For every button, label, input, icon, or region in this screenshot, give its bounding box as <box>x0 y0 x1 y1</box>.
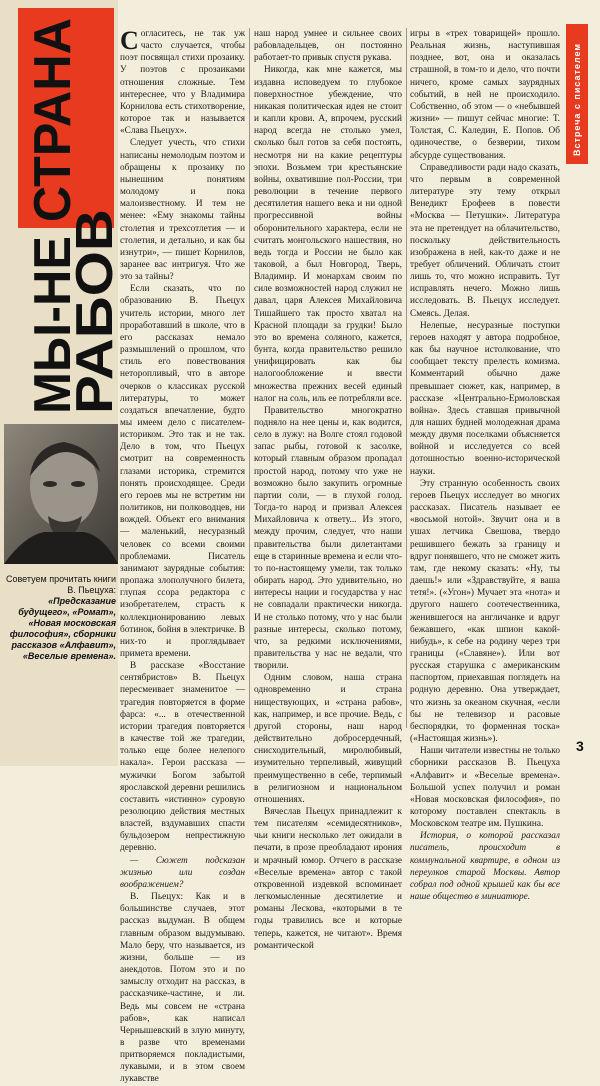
paragraph: Эту странную особенность своих героев Пьецух исследует во многих рассказах. Писатель называет ее «восьмой нотой». Звучит она и в ушах летчика Свешова, твердо решившего бежать за границу и вдруг понявшего, что не сможет жить там, где некому сказать: «Ну, ты даешь!» или «Здравствуйте, я ваша тетя!». («Угон») Мучает эта «нота» и другого нашего соотечественника, женившегося на англичанке и вдруг бежавшего, «как шпион какой-нибудь», к себе на родину через три границы («Славяне»). Или вот русская старушка с американским паспортом, приехавшая поглядеть на родную деревню. Она утверждает, что жизнь за океаном скучная, «если бы не телевизор и расовые беспорядки, то форменная тоска» («Настоящая жизнь»). <box>410 478 560 745</box>
article-column-1 <box>120 26 245 1085</box>
rubric-tag <box>566 24 588 164</box>
paragraph: игры в «трех товарищей» прошло. Реальная жизнь, наступившая позднее, вот, она и оказалась страшной, в том-то и дело, что почти ничего, кроме самых заурядных событий, в ней не происходило. Собственно, об этом — о «небывшей жизни» — пишут сейчас многие: Т. Толстая, С. Каледин, Е. Попов. Об одиночестве, о безверии, тихом абсурде существования. <box>410 29 560 161</box>
paragraph: История, о которой рассказал писатель, происходит в коммунальной квартире, в одном из переулков старой Москвы. Автор собрал под одной крышей как бы все наше общество в миниатюре. <box>410 831 560 903</box>
paragraph: В. Пьецух: Как и в большинстве случаев, этот рассказ выдуман. В общем главным образом выдумываю. Мало беру, что называется, из жизни, больше — из анекдотов. Потом это и по замыслу отходит на рассказ, в рассказчике-частине, и ли. Ведь мы совсем не «страна рабов», как написал Чернышевский в злую минуту, в разве что временами притворяемся покладистыми, лукавыми, и в этом своем лукавстве <box>120 892 245 1085</box>
photo-caption <box>6 574 116 662</box>
column-divider <box>406 28 407 728</box>
paragraph: Одним словом, наша страна одновременно и страна ниществующих, и «страна рабов», как, например, и все прочие. Ведь, с другой стороны, наш народ действительно добросердечный, снисходительный, миролюбивый, изумительно терпеливый, живущий преимущественно в себе, терпимый в религиозном и национальном отношениях. <box>254 673 402 805</box>
headline <box>20 4 124 420</box>
caption-books: «Предсказание будущего», «Ромат», «Новая московская философия», сборники рассказов «Алфавит», «Веселые времена». <box>9 596 116 661</box>
paragraph: Вячеслав Пьецух принадлежит к тем писателям «семидесятников», чьи книги несколько лет ожидали в печати, в прозе преобладают ирония и мрачный юмор. Отчего в рассказе «Веселые времена» автор с такой откровенной издевкой вспоминает легкомысленные десятилетие и романы Лескова, «которыми в те годы травились все и которые теперь, кажется, не читают». Время романтической <box>254 807 402 951</box>
paragraph: наш народ умнее и сильнее своих рабовладельцев, он постоянно работает-то привык спустя рукава. <box>254 29 402 64</box>
author-portrait <box>4 424 118 564</box>
paragraph: Наши читатели известны не только сборники рассказов В. Пьецуха «Алфавит» и «Веселые времена». Большой успех получил и роман «Новая московская философия», по которому поставлен спектакль в Московском театре им. Пушкина. <box>410 746 560 830</box>
headline-line-1: МЫ-НЕ СТРАНА <box>24 4 82 414</box>
page-number: 3 <box>576 738 584 754</box>
paragraph: Следует учесть, что стихи написаны немолодым поэтом и обращены к прозаику по нынешним понятиям молодому и пока малоизвестному. И тем не менее: «Ему знакомы тайны столетия и трехсотлетия — и столетия, и детально, и как бы изнутри», — пишет Корнилов, заранее вас интригуя. Что же это за тайны? <box>120 138 245 283</box>
paragraph: огласитесь, не так уж часто случается, чтобы поэт посвящал стихи прозаику. У поэтов с прозаиками отношения сложные. Тем интереснее, что у Владимира Корнилова есть стихотворение, которое так и называется «Слава Пьецух». <box>120 29 245 137</box>
paragraph: В рассказе «Восстание сентябристов» В. Пьецух пересмеивает знаменитое — трагедия повторяется в форме фарса: «... в отечественной истории трагедия повторяется в качестве той же трагедии, только еще более нелепого накала». Герои рассказа — мужички Богом забытой ярославской деревни решились составить «истинно» суровую резолюцию действия местных властей, вздумавших спасти бульдозером непрестижную деревню. <box>120 661 245 854</box>
paragraph: Если сказать, что по образованию В. Пьецух учитель истории, много лет проработавший в школе, что в его рассказах немало размышлений о прошлом, что стиль его повествования неторопливый, что в авторе очерков о классиках русской литературы, то может создаться впечатление, будто мы имеем дело с писателем-историком. Это так и не так. Дело в том, что Пьецух смотрит на современность глазами историка, стремится понять происходящее. Среди его героев мы не встретим ни политиков, ни полководцев, ни вождей. Объект его внимания — маленький, несуразный человек со всеми своими проблемами. Писатель занимают заурядные события: пропажа злополучного билета, глупая ссора редактора с изобретателем, страсть к коллекционированию левых ботинок, бойня в электричке. В них-то и проглядывает примета времени. <box>120 284 245 659</box>
interview-question: — Сюжет подсказан жизнью или создан воображением? <box>120 855 245 890</box>
rubric-label: Встреча с писателем <box>572 42 582 156</box>
paragraph: Никогда, как мне кажется, мы издавна исповедуем то глубокое поверхностное убеждение, что никакая политическая идея не стоит и капли крови. А, впрочем, русский народ всегда не столько умел, сколько был готов за себя постоять, несмотря ни на какие рецептуры эпохи. Возьмем три крестьянские войны, охватившие пол-России, три революции в течение первого десятилетия нашего века и ни одной прогрессивной войны оборонительного характера, если не считать монгольского нашествия, но ведь тогда и России не было как таковой, а был Новгород, Тверь, Владимир. И монархам своим по силе возможностей народ служил не давал, царя Алексея Михайловича Тишайшего так просто хватал на Красной площади за грудки! Было это во времена соляного, кажется, бунта, когда правительство решило унифицировать как бы налогообложение и ввести множества прежних весей единый налог на соль, иль ее потребляли все. <box>254 65 402 404</box>
caption-lead: Советуем прочитать книги В. Пьецуха: <box>6 574 116 595</box>
column-divider <box>249 28 250 728</box>
headline-line-2: РАБОВ <box>66 230 124 414</box>
paragraph: Правительство многократно подняло на нее цены и, как водится, село в лужу: на Волге стоял годовой запас рыбы, готовой к засолке, который главным образом пропадал простой народ, потому что уже не возможно было закупить огромные партии соли, — в глухой голод. Тогда-то народ и призвал Алексея Михайловича к ответу... Из этого, между прочим, следует, что наши правительства были дилетантами еще в старинные времена и если что-то по-настоящему умели, так только обирать народ. Это удивительно, но интересы нации и государства у нас не совпадали практически никогда. И не столько потому, что у нас были разные интересы, сколько потому, что, за редкими исключениями, правительства у нас не ведали, что творили. <box>254 405 402 672</box>
paragraph: Справедливости ради надо сказать, что первым в современной литературе эту тему открыл Венедикт Ерофеев в повести «Москва — Петушки». Литература эта не претендует на облачительство, поскольку действительность изображена в ней, как-то даже и не требует обличений. Обличать стоит лишь то, что можно исправить. Тут исправлять нечего. Можно лишь исследовать. В. Пьецух исследует. Смеясь. Делая. <box>410 162 560 319</box>
article-column-3 <box>410 28 560 903</box>
article-column-2 <box>254 28 402 951</box>
drop-cap: С <box>120 26 139 55</box>
paragraph: Нелепые, несуразные поступки героев находят у автора подробное, как бы научное истолкование, что сообщает тексту прелесть комизма. Комментарий обычно даже превышает сюжет, как, например, в рассказе «Центрально-Ермоловская война». Здесь ставшая привычной для наших будней молодежная драма между двумя поселками объясняется войной и исследуется со всей дотошностью военно-исторической науки. <box>410 320 560 477</box>
